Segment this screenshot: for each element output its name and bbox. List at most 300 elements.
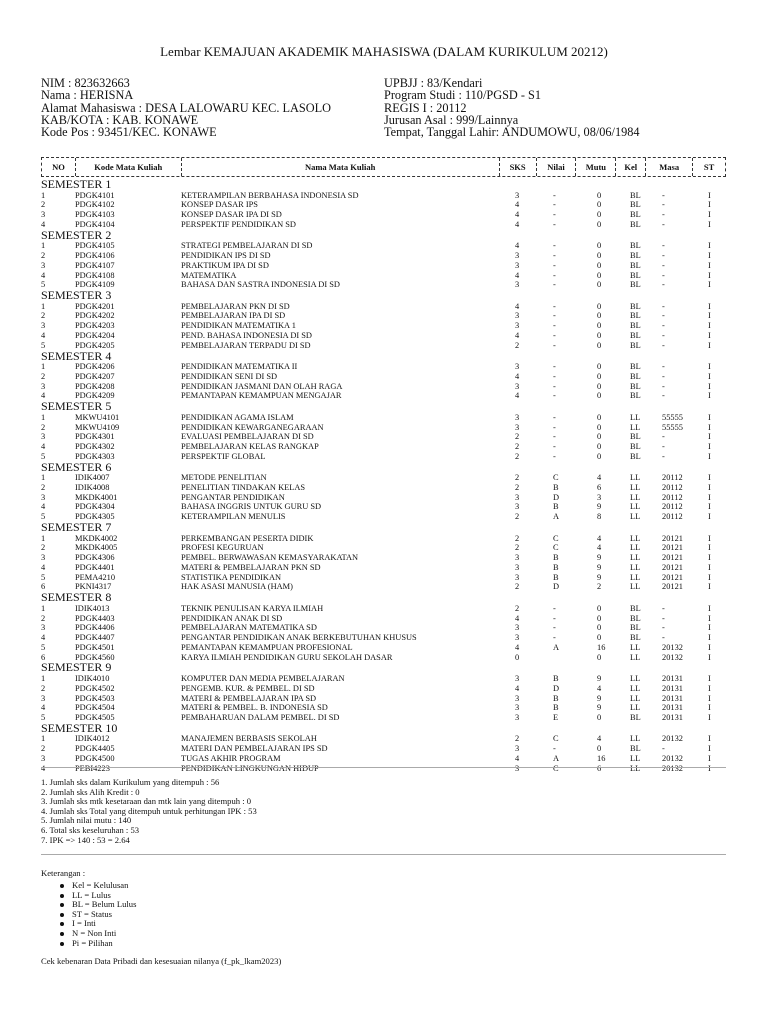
cell-masa: - [662,270,665,280]
cell-code: PDGK4207 [75,371,115,381]
cell-mutu: 0 [597,219,602,229]
cell-mutu: 4 [597,734,602,744]
cell-kel: BL [630,241,641,251]
cell-mutu: 0 [597,371,602,381]
cell-sks: 3 [515,311,520,321]
cell-kel: BL [630,340,641,350]
cell-mutu: 0 [597,422,602,432]
cell-masa: - [662,260,665,270]
cell-code: PDGK4500 [75,753,115,763]
cell-sks: 0 [515,652,520,662]
header-course-code: Kode Mata Kuliah [76,158,182,176]
cell-name: PEMBELAJARAN PKN DI SD [181,301,290,311]
table-row [41,241,731,251]
cell-masa: 20121 [662,533,683,543]
cell-st: I [708,543,711,553]
cell-mutu: 0 [597,200,602,210]
cell-mutu: 0 [597,451,602,461]
cell-sks: 4 [515,391,520,401]
cell-no: 4 [41,502,46,512]
summary-item: 6. Total sks keseluruhan : 53 [41,824,140,835]
cell-name: PEMANTAPAN KEMAMPUAN PROFESIONAL [181,642,353,652]
student-regis: REGIS I : 20112 [384,100,467,115]
cell-no: 2 [41,482,46,492]
cell-code: PDGK4104 [75,219,115,229]
cell-no: 4 [41,391,46,401]
semester-heading: SEMESTER 7 [41,520,112,534]
table-row [41,713,731,723]
cell-code: PDGK4407 [75,633,115,643]
cell-mutu: 0 [597,362,602,372]
cell-kel: LL [630,734,641,744]
student-name: Nama : HERISNA [41,88,134,103]
table-row [41,563,731,573]
cell-code: PDGK4206 [75,362,115,372]
cell-kel: LL [630,553,641,563]
cell-no: 1 [41,362,46,372]
table-row [41,391,731,401]
cell-nilai: A [553,642,560,652]
cell-kel: LL [630,572,641,582]
cell-masa: 20132 [662,734,683,744]
cell-st: I [708,381,711,391]
table-header [41,157,726,177]
cell-no: 2 [41,251,46,261]
cell-code: PDGK4505 [75,713,115,723]
cell-masa: - [662,371,665,381]
cell-masa: - [662,311,665,321]
cell-mutu: 0 [597,210,602,220]
cell-mutu: 4 [597,543,602,553]
cell-no: 1 [41,412,46,422]
cell-name: PEMBEL. BERWAWASAN KEMASYARAKATAN [181,553,359,563]
cell-masa: 20112 [662,512,683,522]
cell-kel: LL [630,703,641,713]
cell-no: 2 [41,311,46,321]
header-kel: Kel [616,158,646,176]
semester-heading: SEMESTER 8 [41,590,112,605]
summary-item: 4. Jumlah sks Total yang ditempuh untuk perhitungan IPK : 53 [41,805,257,816]
cell-sks: 3 [515,422,520,432]
cell-sks: 4 [515,301,520,311]
cell-st: I [708,753,711,763]
summary-item: 5. Jumlah nilai mutu : 140 [41,815,132,826]
cell-no: 5 [41,340,46,350]
cell-masa: 20112 [662,473,683,483]
cell-nilai: - [553,633,556,643]
cell-masa: - [662,280,665,290]
student-jurusan: Jurusan Asal : 999/Lainnya [384,112,519,127]
cell-kel: BL [630,713,641,723]
cell-masa: - [662,391,665,401]
cell-mutu: 2 [597,582,602,592]
cell-nilai: - [553,603,556,613]
cell-masa: - [662,330,665,340]
cell-name: METODE PENELITIAN [181,473,267,483]
table-row [41,200,731,210]
cell-no: 4 [41,562,46,572]
cell-kel: LL [630,763,641,773]
cell-nilai: B [553,693,559,703]
cell-sks: 2 [515,533,520,543]
table-row [41,534,731,544]
cell-masa: - [662,623,665,633]
cell-name: KONSEP DASAR IPS [181,200,258,210]
cell-kel: LL [630,562,641,572]
table-row [41,633,731,643]
table-row [41,543,731,553]
cell-mutu: 9 [597,673,602,683]
table-row [41,382,731,392]
cell-st: I [708,362,711,372]
cell-name: KETERAMPILAN BERBAHASA INDONESIA SD [181,190,359,200]
table-row [41,764,731,774]
cell-no: 4 [41,633,46,643]
student-upbjj: UPBJJ : 83/Kendari [384,76,483,90]
cell-code: PDGK4406 [75,623,115,633]
cell-nilai: - [553,362,556,372]
cell-st: I [708,512,711,522]
cell-st: I [708,623,711,633]
cell-mutu: 0 [597,381,602,391]
student-nim: NIM : 823632663 [41,76,130,90]
cell-kel: BL [630,190,641,200]
cell-st: I [708,673,711,683]
legend-title: Keterangan : [41,868,86,878]
cell-sks: 4 [515,270,520,280]
cell-kel: LL [630,582,641,592]
cell-no: 2 [41,200,46,210]
cell-nilai: - [553,613,556,623]
cell-nilai: C [553,473,559,483]
cell-sks: 4 [515,753,520,763]
cell-kel: BL [630,744,641,754]
student-kabkota: KAB/KOTA : KAB. KONAWE [41,112,199,127]
table-row [41,623,731,633]
cell-code: PDGK4106 [75,251,115,261]
cell-name: PENGEMB. KUR. & PEMBEL. DI SD [181,683,315,693]
cell-nilai: B [553,673,559,683]
cell-kel: LL [630,642,641,652]
table-row [41,452,731,462]
cell-mutu: 9 [597,502,602,512]
cell-sks: 2 [515,582,520,592]
cell-code: PDGK4403 [75,613,115,623]
cell-kel: LL [630,512,641,522]
cell-kel: BL [630,381,641,391]
cell-masa: 20121 [662,562,683,572]
cell-st: I [708,713,711,723]
cell-sks: 4 [515,613,520,623]
cell-kel: LL [630,693,641,703]
cell-st: I [708,190,711,200]
cell-st: I [708,442,711,452]
legend-item: Kel = Kelulusan [60,881,136,891]
cell-name: PEMANTAPAN KEMAMPUAN MENGAJAR [181,391,342,401]
summary-list [41,778,257,845]
student-postal-code: Kode Pos : 93451/KEC. KONAWE [41,125,217,140]
table-row [41,643,731,653]
cell-st: I [708,301,711,311]
cell-sks: 3 [515,381,520,391]
cell-kel: BL [630,623,641,633]
cell-nilai: - [553,241,556,251]
table-row [41,372,731,382]
cell-mutu: 6 [597,482,602,492]
cell-name: PENELITIAN TINDAKAN KELAS [181,482,306,492]
cell-sks: 2 [515,543,520,553]
cell-nilai: B [553,482,559,492]
cell-code: PDGK4405 [75,744,115,754]
cell-name: PROFESI KEGURUAN [181,543,264,553]
cell-nilai: - [553,381,556,391]
cell-name: PEND. BAHASA INDONESIA DI SD [181,330,312,340]
legend-item: N = Non Inti [60,929,136,939]
cell-mutu: 6 [597,763,602,773]
table-row [41,341,731,351]
student-info-right [384,77,640,138]
cell-name: PENDIDIKAN JASMANI DAN OLAH RAGA [181,381,343,391]
cell-name: PENDIDIKAN ANAK DI SD [181,613,283,623]
cell-nilai: - [553,280,556,290]
cell-sks: 2 [515,482,520,492]
cell-nilai: - [553,391,556,401]
cell-code: PEMA4210 [75,572,116,582]
cell-masa: 20112 [662,492,683,502]
header-no: NO [42,158,76,176]
cell-masa: 20121 [662,572,683,582]
cell-mutu: 3 [597,492,602,502]
table-row [41,744,731,754]
cell-kel: BL [630,432,641,442]
cell-nilai: C [553,763,559,773]
cell-nilai: - [553,371,556,381]
cell-name: PENDIDIKAN SENI DI SD [181,371,278,381]
cell-st: I [708,652,711,662]
cell-name: PENDIDIKAN KEWARGANEGARAAN [181,422,324,432]
cell-sks: 2 [515,432,520,442]
cell-kel: LL [630,502,641,512]
cell-sks: 3 [515,744,520,754]
cell-masa: - [662,321,665,331]
semester-heading: SEMESTER 1 [41,177,112,191]
cell-mutu: 0 [597,744,602,754]
cell-sks: 3 [515,572,520,582]
cell-masa: - [662,381,665,391]
header-nilai: Nilai [537,158,577,176]
semester-heading: SEMESTER 2 [41,227,112,242]
cell-code: PDGK4209 [75,391,115,401]
table-row [41,502,731,512]
cell-kel: LL [630,652,641,662]
cell-name: PEMBELAJARAN IPA DI SD [181,311,286,321]
cell-sks: 3 [515,623,520,633]
cell-st: I [708,251,711,261]
cell-no: 4 [41,763,46,773]
cell-mutu: 4 [597,533,602,543]
cell-no: 4 [41,442,46,452]
cell-mutu: 9 [597,553,602,563]
cell-nilai: C [553,533,559,543]
footer-note: Cek kebenaran Data Pribadi dan kesesuaian nilanya (f_pk_lkam2023) [41,956,282,966]
cell-st: I [708,311,711,321]
cell-code: PDGK4102 [75,200,115,210]
cell-st: I [708,763,711,773]
cell-sks: 4 [515,210,520,220]
cell-code: PDGK4208 [75,381,115,391]
cell-sks: 2 [515,473,520,483]
cell-kel: BL [630,301,641,311]
cell-no: 2 [41,683,46,693]
cell-sks: 4 [515,330,520,340]
cell-code: PDGK4501 [75,642,115,652]
cell-st: I [708,633,711,643]
cell-name: PEMBELAJARAN TERPADU DI SD [181,340,311,350]
cell-name: MATERI & PEMBEL. B. INDONESIA SD [181,703,328,713]
table-row [41,573,731,583]
cell-st: I [708,340,711,350]
cell-name: PEMBAHARUAN DALAM PEMBEL. DI SD [181,713,340,723]
cell-st: I [708,432,711,442]
table-row [41,210,731,220]
cell-masa: 55555 [662,412,683,422]
cell-code: PKNI4317 [75,582,112,592]
header-st: ST [703,162,715,172]
legend-list [60,881,136,948]
cell-st: I [708,744,711,754]
cell-mutu: 4 [597,473,602,483]
table-row [41,220,731,230]
cell-st: I [708,422,711,432]
cell-name: STATISTIKA PENDIDIKAN [181,572,282,582]
cell-code: IDIK4012 [75,734,110,744]
cell-nilai: - [553,270,556,280]
table-row [41,483,731,493]
cell-no: 5 [41,572,46,582]
cell-name: KARYA ILMIAH PENDIDIKAN GURU SEKOLAH DASAR [181,652,393,662]
cell-kel: LL [630,543,641,553]
cell-st: I [708,703,711,713]
cell-st: I [708,451,711,461]
cell-mutu: 0 [597,432,602,442]
cell-name: PERKEMBANGAN PESERTA DIDIK [181,533,314,543]
cell-st: I [708,734,711,744]
cell-sks: 4 [515,219,520,229]
cell-nilai: - [553,219,556,229]
cell-mutu: 8 [597,512,602,522]
cell-sks: 4 [515,642,520,652]
cell-st: I [708,270,711,280]
cell-name: KONSEP DASAR IPA DI SD [181,210,282,220]
cell-kel: LL [630,753,641,763]
cell-masa: 20132 [662,753,683,763]
legend-item: BL = Belum Lulus [60,900,136,910]
table-row [41,553,731,563]
cell-st: I [708,533,711,543]
cell-kel: BL [630,260,641,270]
legend-item: ST = Status [60,910,136,920]
table-row [41,653,731,663]
table-row [41,512,731,522]
cell-kel: BL [630,210,641,220]
cell-name: PRAKTIKUM IPA DI SD [181,260,269,270]
cell-no: 5 [41,713,46,723]
cell-masa: - [662,613,665,623]
cell-masa: 55555 [662,422,683,432]
table-row [41,703,731,713]
cell-masa: - [662,442,665,452]
cell-kel: BL [630,442,641,452]
cell-no: 3 [41,492,46,502]
cell-mutu: 16 [597,753,606,763]
cell-nilai: D [553,683,560,693]
cell-mutu: 0 [597,241,602,251]
cell-st: I [708,200,711,210]
cell-sks: 2 [515,603,520,613]
cell-st: I [708,241,711,251]
cell-no: 3 [41,321,46,331]
table-row [41,432,731,442]
cell-name: PENDIDIKAN IPS DI SD [181,251,271,261]
cell-code: PDGK4306 [75,553,115,563]
cell-st: I [708,502,711,512]
table-row [41,251,731,261]
cell-st: I [708,330,711,340]
cell-no: 3 [41,753,46,763]
cell-name: BAHASA INGGRIS UNTUK GURU SD [181,502,322,512]
cell-masa: - [662,362,665,372]
cell-no: 4 [41,330,46,340]
semester-heading: SEMESTER 6 [41,459,112,474]
cell-code: PDGK4107 [75,260,115,270]
cell-code: PEBI4223 [75,763,110,773]
cell-code: MKWU4109 [75,422,120,432]
legend-item: Pi = Pilihan [60,939,136,949]
divider-top [41,767,726,768]
cell-masa: - [662,241,665,251]
cell-masa: 20121 [662,582,683,592]
cell-mutu: 0 [597,260,602,270]
cell-sks: 4 [515,371,520,381]
table-row [41,493,731,503]
cell-st: I [708,642,711,652]
cell-code: MKDK4005 [75,543,118,553]
cell-code: PDGK4401 [75,562,115,572]
cell-st: I [708,562,711,572]
cell-sks: 3 [515,492,520,502]
cell-code: PDGK4201 [75,301,115,311]
cell-code: PDGK4204 [75,330,115,340]
cell-no: 2 [41,543,46,553]
cell-nilai: A [553,512,560,522]
cell-masa: - [662,190,665,200]
cell-st: I [708,391,711,401]
cell-name: EVALUASI PEMBELAJARAN DI SD [181,432,314,442]
document-title: Lembar KEMAJUAN AKADEMIK MAHASISWA (DALAM KURIKULUM 20212) [160,44,608,59]
cell-nilai: B [553,572,559,582]
table-row [41,582,731,592]
cell-masa: 20131 [662,683,683,693]
cell-mutu: 9 [597,693,602,703]
cell-code: PDGK4301 [75,432,115,442]
cell-nilai: B [553,562,559,572]
cell-name: MATERI & PEMBELAJARAN PKN SD [181,562,321,572]
cell-code: MKDK4002 [75,533,118,543]
cell-no: 6 [41,582,46,592]
cell-nilai: C [553,734,559,744]
cell-sks: 3 [515,362,520,372]
cell-nilai: - [553,451,556,461]
